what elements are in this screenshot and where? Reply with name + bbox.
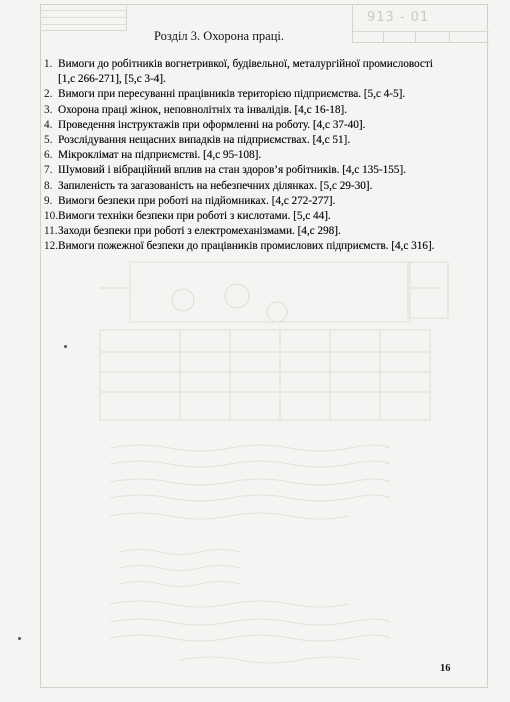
list-item bbox=[44, 148, 474, 163]
item-text-continuation: [1,с 266-271], [5,с 3-4]. bbox=[58, 73, 166, 86]
item-text: Розслідування нещасних випадків на підприємствах. [4,с 51]. bbox=[58, 134, 351, 147]
requirements-list bbox=[44, 57, 474, 255]
item-number: 8. bbox=[44, 179, 53, 192]
item-number: 4. bbox=[44, 118, 53, 131]
item-text: Вимоги техніки безпеки при роботі з кислотами. [5,с 44]. bbox=[58, 210, 331, 223]
item-number: 12. bbox=[44, 240, 58, 253]
scan-speck bbox=[18, 637, 21, 640]
page-number: 16 bbox=[440, 663, 451, 674]
item-text: Проведення інструктажів при оформленні на роботу. [4,с 37-40]. bbox=[58, 118, 366, 131]
list-item bbox=[44, 194, 474, 209]
item-number: 5. bbox=[44, 134, 53, 147]
item-text: Вимоги безпеки при роботі на підйомниках. [4,с 272-277]. bbox=[58, 194, 336, 207]
item-number: 3. bbox=[44, 103, 53, 116]
title-block-right bbox=[352, 4, 489, 43]
list-item bbox=[44, 57, 474, 87]
list-item bbox=[44, 133, 474, 148]
item-number: 7. bbox=[44, 164, 53, 177]
list-item bbox=[44, 163, 474, 178]
list-item bbox=[44, 87, 474, 102]
list-item bbox=[44, 209, 474, 224]
title-block-left bbox=[40, 4, 127, 31]
item-number: 6. bbox=[44, 149, 53, 162]
list-item bbox=[44, 179, 474, 194]
list-item bbox=[44, 103, 474, 118]
stamp-code: 913 - 01 bbox=[367, 10, 430, 25]
item-text: Шумовий і вібраційний вплив на стан здоров’я робітників. [4,с 135-155]. bbox=[58, 164, 406, 177]
item-text: Охорона праці жінок, неповнолітніх та інвалідів. [4,с 16-18]. bbox=[58, 103, 347, 116]
item-number: 10. bbox=[44, 210, 58, 223]
list-item bbox=[44, 224, 474, 239]
item-text: Запиленість та загазованість на небезпечних ділянках. [5,с 29-30]. bbox=[58, 179, 373, 192]
item-text: Вимоги при пересуванні працівників територією підприємства. [5,с 4-5]. bbox=[58, 88, 406, 101]
item-number: 2. bbox=[44, 88, 53, 101]
item-number: 9. bbox=[44, 194, 53, 207]
item-text: Вимоги до робітників вогнетривкої, будівельної, металургійної промисловості bbox=[58, 58, 433, 70]
section-title: Розділ 3. Охорона праці. bbox=[154, 29, 284, 43]
item-text: Мікроклімат на підприємстві. [4,с 95-108]. bbox=[58, 149, 262, 162]
list-item bbox=[44, 239, 474, 254]
item-text: Заходи безпеки при роботі з електромеханізмами. [4,с 298]. bbox=[58, 225, 341, 238]
item-text: Вимоги пожежної безпеки до працівників промислових підприємств. [4,с 316]. bbox=[58, 240, 435, 253]
item-number: 1. bbox=[44, 58, 53, 70]
scan-speck bbox=[64, 345, 67, 348]
item-number: 11. bbox=[44, 225, 58, 238]
list-item bbox=[44, 118, 474, 133]
